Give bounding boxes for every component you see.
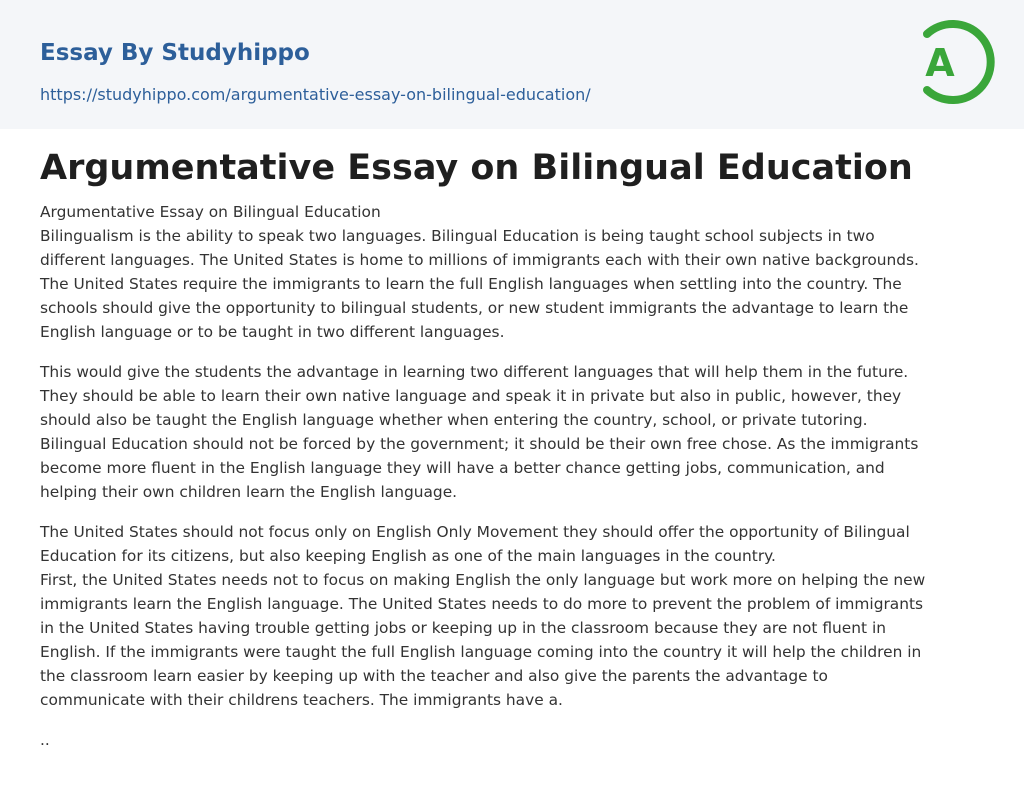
paragraph-line: communicate with their childrens teachers. The immigrants have a. bbox=[40, 691, 563, 709]
paragraph-line: The United States require the immigrants to learn the full English languages when settling into the country. The bbox=[40, 275, 902, 293]
paragraph-line: the classroom learn easier by keeping up with the teacher and also give the parents the advantage to bbox=[40, 667, 828, 685]
page-url-link[interactable]: https://studyhippo.com/argumentative-essay-on-bilingual-education/ bbox=[40, 85, 591, 104]
article-paragraph bbox=[40, 520, 984, 712]
paragraph-line: Argumentative Essay on Bilingual Education bbox=[40, 203, 381, 221]
paragraph-line: immigrants learn the English language. The United States needs to do more to prevent the problem of immigrants bbox=[40, 595, 924, 613]
paragraph-line: The United States should not focus only on English Only Movement they should offer the opportunity of Bilingual bbox=[40, 523, 910, 541]
article-paragraph bbox=[40, 200, 984, 344]
paragraph-line: First, the United States needs not to focus on making English the only language but work more on helping the new bbox=[40, 571, 926, 589]
site-brand[interactable]: Essay By Studyhippo bbox=[40, 40, 310, 66]
article-content bbox=[40, 140, 984, 768]
site-header bbox=[0, 0, 1024, 129]
paragraph-line: should also be taught the English language whether when entering the country, school, or private tutoring. bbox=[40, 411, 868, 429]
article-title: Argumentative Essay on Bilingual Education bbox=[40, 148, 913, 188]
studyhippo-logo-icon[interactable] bbox=[900, 14, 996, 110]
paragraph-line: become more fluent in the English language they will have a better chance getting jobs, communication, and bbox=[40, 459, 885, 477]
paragraph-line: English language or to be taught in two different languages. bbox=[40, 323, 505, 341]
paragraph-line: .. bbox=[40, 731, 50, 749]
article-body bbox=[40, 200, 984, 752]
logo-letter: A bbox=[925, 41, 955, 85]
paragraph-line: Education for its citizens, but also keeping English as one of the main languages in the country. bbox=[40, 547, 776, 565]
article-paragraph bbox=[40, 728, 984, 752]
paragraph-line: This would give the students the advantage in learning two different languages that will help them in the future. bbox=[40, 363, 909, 381]
paragraph-line: different languages. The United States is home to millions of immigrants each with their own native backgrounds. bbox=[40, 251, 919, 269]
paragraph-line: in the United States having trouble getting jobs or keeping up in the classroom because they are not fluent in bbox=[40, 619, 886, 637]
paragraph-line: Bilingual Education should not be forced by the government; it should be their own free chose. As the immigrants bbox=[40, 435, 919, 453]
paragraph-line: helping their own children learn the English language. bbox=[40, 483, 458, 501]
logo-graphic bbox=[900, 14, 996, 110]
paragraph-line: schools should give the opportunity to bilingual students, or new student immigrants the advantage to learn the bbox=[40, 299, 909, 317]
article-paragraph bbox=[40, 360, 984, 504]
paragraph-line: English. If the immigrants were taught the full English language coming into the country it will help the children in bbox=[40, 643, 922, 661]
paragraph-line: Bilingualism is the ability to speak two languages. Bilingual Education is being taught school subjects in two bbox=[40, 227, 875, 245]
paragraph-line: They should be able to learn their own native language and speak it in private but also in public, however, they bbox=[40, 387, 902, 405]
